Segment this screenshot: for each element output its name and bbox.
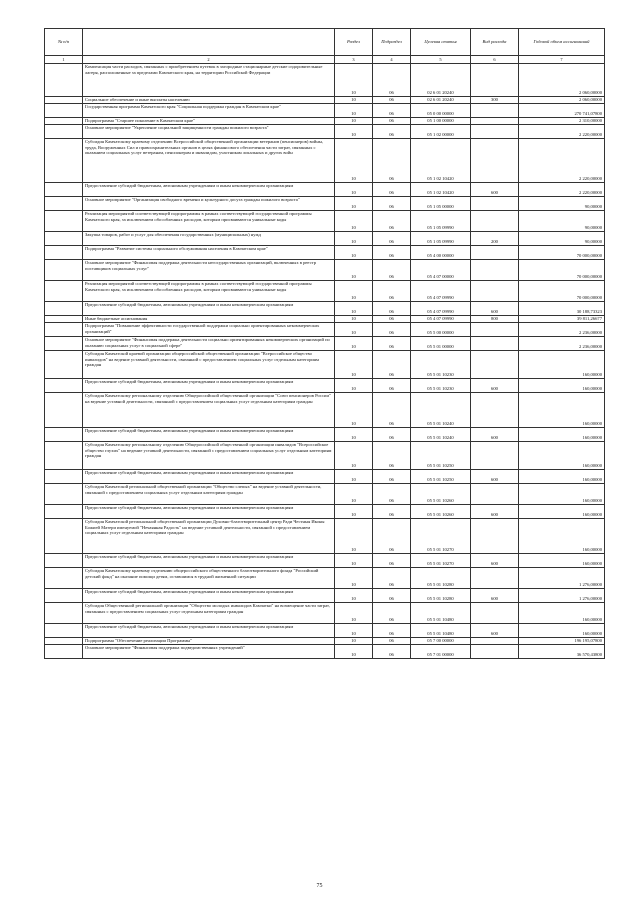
row-section: 10 bbox=[335, 118, 373, 125]
row-target-article: 05 5 01 10480 bbox=[411, 603, 471, 624]
row-number bbox=[45, 337, 83, 351]
row-amount: 160,00000 bbox=[519, 351, 605, 379]
row-target-article: 02 6 01 20240 bbox=[411, 97, 471, 104]
row-name: Предоставление субсидий бюджетным, автономным учреждениям и иным некоммерческим организациям bbox=[83, 379, 335, 393]
row-subsection: 06 bbox=[373, 519, 411, 554]
table-row bbox=[45, 139, 605, 183]
row-expense-type: 800 bbox=[471, 316, 519, 323]
row-amount: 90,00000 bbox=[519, 211, 605, 232]
row-section: 10 bbox=[335, 260, 373, 281]
row-target-article: 05 5 01 00000 bbox=[411, 337, 471, 351]
row-target-article: 05 0 00 00000 bbox=[411, 104, 471, 118]
row-number bbox=[45, 125, 83, 139]
row-target-article: 05 1 02 10420 bbox=[411, 139, 471, 183]
row-target-article: 05 5 01 10260 bbox=[411, 484, 471, 505]
row-subsection: 06 bbox=[373, 470, 411, 484]
row-subsection: 06 bbox=[373, 589, 411, 603]
row-section: 10 bbox=[335, 603, 373, 624]
row-number bbox=[45, 470, 83, 484]
row-name: Реализация мероприятий соответствующей подпрограммы в рамках соответствующей государственной программы Камчатского края, за исключением обособленных расходов, которым присваиваются уникальные коды bbox=[83, 211, 335, 232]
row-name: Предоставление субсидий бюджетным, автономным учреждениям и иным некоммерческим организациям bbox=[83, 505, 335, 519]
header-subsection: Подраздел bbox=[373, 29, 411, 56]
row-name: Реализация мероприятий соответствующей подпрограммы в рамках соответствующей государственной программы Камчатского края, за исключением обособленных расходов, которым присваиваются уникальные коды bbox=[83, 281, 335, 302]
row-subsection: 06 bbox=[373, 232, 411, 246]
row-number bbox=[45, 484, 83, 505]
table-row bbox=[45, 568, 605, 589]
row-section: 10 bbox=[335, 337, 373, 351]
row-amount: 30 188,73323 bbox=[519, 302, 605, 316]
table-row bbox=[45, 281, 605, 302]
row-target-article: 05 7 01 00000 bbox=[411, 645, 471, 659]
row-number bbox=[45, 554, 83, 568]
row-section: 10 bbox=[335, 97, 373, 104]
row-number bbox=[45, 232, 83, 246]
column-number: 4 bbox=[373, 56, 411, 64]
row-name: Основное мероприятие "Финансовая поддержка деятельности негосударственных организаций, включенных в реестр поставщиков социальных услуг" bbox=[83, 260, 335, 281]
row-section: 10 bbox=[335, 197, 373, 211]
row-number bbox=[45, 519, 83, 554]
header-target-article: Целевая статья bbox=[411, 29, 471, 56]
row-subsection: 06 bbox=[373, 393, 411, 428]
table-body bbox=[45, 64, 605, 659]
row-name: Предоставление субсидий бюджетным, автономным учреждениям и иным некоммерческим организациям bbox=[83, 470, 335, 484]
row-number bbox=[45, 197, 83, 211]
row-section: 10 bbox=[335, 554, 373, 568]
row-expense-type: 200 bbox=[471, 232, 519, 246]
row-target-article: 05 5 01 10280 bbox=[411, 589, 471, 603]
row-subsection: 06 bbox=[373, 554, 411, 568]
table-header-row bbox=[45, 29, 605, 56]
row-amount: 160,00000 bbox=[519, 484, 605, 505]
row-expense-type bbox=[471, 603, 519, 624]
row-expense-type bbox=[471, 260, 519, 281]
row-section: 10 bbox=[335, 645, 373, 659]
row-section: 10 bbox=[335, 125, 373, 139]
row-name: Подпрограмма "Старшее поколение в Камчатском крае" bbox=[83, 118, 335, 125]
row-subsection: 06 bbox=[373, 323, 411, 337]
table-row bbox=[45, 645, 605, 659]
table-row bbox=[45, 246, 605, 260]
row-name: Предоставление субсидий бюджетным, автономным учреждениям и иным некоммерческим организациям bbox=[83, 302, 335, 316]
row-section: 10 bbox=[335, 64, 373, 97]
row-name: Подпрограмма "Обеспечение реализации Программы" bbox=[83, 638, 335, 645]
row-section: 10 bbox=[335, 246, 373, 260]
row-expense-type bbox=[471, 337, 519, 351]
row-subsection: 06 bbox=[373, 337, 411, 351]
row-expense-type: 600 bbox=[471, 505, 519, 519]
row-number bbox=[45, 393, 83, 428]
row-target-article: 05 1 00 00000 bbox=[411, 118, 471, 125]
row-expense-type: 300 bbox=[471, 97, 519, 104]
row-amount: 2 236,00000 bbox=[519, 337, 605, 351]
row-number bbox=[45, 64, 83, 97]
row-amount: 160,00000 bbox=[519, 603, 605, 624]
row-name: Предоставление субсидий бюджетным, автономным учреждениям и иным некоммерческим организациям bbox=[83, 624, 335, 638]
row-target-article: 05 1 02 00000 bbox=[411, 125, 471, 139]
row-amount: 70 000,00000 bbox=[519, 260, 605, 281]
row-section: 10 bbox=[335, 379, 373, 393]
row-section: 10 bbox=[335, 624, 373, 638]
row-amount: 2 220,00000 bbox=[519, 125, 605, 139]
row-name: Субсидия Камчатской региональной общественной организации "Общество слепых" на ведение уставной деятельности, связанной с предоставлением социальных услуг отдельным категориям граждан bbox=[83, 484, 335, 505]
row-number bbox=[45, 302, 83, 316]
row-subsection: 06 bbox=[373, 428, 411, 442]
row-name: Субсидия Камчатскому региональному отделению Общероссийской общественной организации инвалидов "Всероссийское общество глухих" на ведение уставной деятельности, связанной с предоставлением социальных услуг отдельным категориям граждан bbox=[83, 442, 335, 470]
row-amount: 160,00000 bbox=[519, 442, 605, 470]
table-row bbox=[45, 302, 605, 316]
row-name: Государственная программа Камчатского края "Социальная поддержка граждан в Камчатском крае" bbox=[83, 104, 335, 118]
row-expense-type bbox=[471, 197, 519, 211]
row-amount: 70 000,00000 bbox=[519, 246, 605, 260]
table-row bbox=[45, 323, 605, 337]
row-name: Подпрограмма "Повышение эффективности государственной поддержки социально ориентированных некоммерческих организаций" bbox=[83, 323, 335, 337]
row-section: 10 bbox=[335, 428, 373, 442]
row-section: 10 bbox=[335, 568, 373, 589]
row-section: 10 bbox=[335, 589, 373, 603]
row-expense-type bbox=[471, 323, 519, 337]
table-row bbox=[45, 118, 605, 125]
row-amount: 39 811,26677 bbox=[519, 316, 605, 323]
row-subsection: 06 bbox=[373, 125, 411, 139]
row-section: 10 bbox=[335, 638, 373, 645]
row-number bbox=[45, 104, 83, 118]
row-expense-type bbox=[471, 139, 519, 183]
row-expense-type: 600 bbox=[471, 624, 519, 638]
header-name bbox=[83, 29, 335, 56]
row-target-article: 05 5 01 10270 bbox=[411, 554, 471, 568]
row-amount: 1 276,00000 bbox=[519, 568, 605, 589]
row-subsection: 06 bbox=[373, 302, 411, 316]
row-target-article: 05 5 01 10240 bbox=[411, 393, 471, 428]
header-section: Раздел bbox=[335, 29, 373, 56]
row-section: 10 bbox=[335, 139, 373, 183]
row-expense-type bbox=[471, 211, 519, 232]
row-section: 10 bbox=[335, 104, 373, 118]
column-number: 1 bbox=[45, 56, 83, 64]
row-expense-type: 600 bbox=[471, 302, 519, 316]
row-number bbox=[45, 568, 83, 589]
row-number bbox=[45, 624, 83, 638]
row-number bbox=[45, 281, 83, 302]
row-name: Субсидия Камчатскому краевому отделению общероссийского общественного благотворительного фонда "Российский детский фонд" на оказание помощи детям, оставшимся в трудной жизненной ситуации bbox=[83, 568, 335, 589]
row-amount: 160,00000 bbox=[519, 379, 605, 393]
row-subsection: 06 bbox=[373, 603, 411, 624]
row-expense-type bbox=[471, 568, 519, 589]
page-number: 75 bbox=[316, 883, 323, 889]
row-section: 10 bbox=[335, 393, 373, 428]
row-section: 10 bbox=[335, 505, 373, 519]
table-row bbox=[45, 211, 605, 232]
row-expense-type bbox=[471, 118, 519, 125]
row-target-article: 05 5 01 10280 bbox=[411, 568, 471, 589]
table-row bbox=[45, 428, 605, 442]
row-target-article: 05 5 01 10230 bbox=[411, 351, 471, 379]
row-section: 10 bbox=[335, 302, 373, 316]
row-amount: 270 741,07800 bbox=[519, 104, 605, 118]
table-row bbox=[45, 337, 605, 351]
row-target-article: 05 5 01 10250 bbox=[411, 470, 471, 484]
row-amount: 2 310,00000 bbox=[519, 118, 605, 125]
row-expense-type bbox=[471, 351, 519, 379]
row-target-article: 05 5 01 10270 bbox=[411, 519, 471, 554]
row-amount: 90,00000 bbox=[519, 232, 605, 246]
row-number bbox=[45, 428, 83, 442]
table-row bbox=[45, 624, 605, 638]
row-name: Социальное обеспечение и иные выплаты населению bbox=[83, 97, 335, 104]
row-target-article: 05 1 05 09990 bbox=[411, 232, 471, 246]
row-expense-type: 600 bbox=[471, 379, 519, 393]
row-target-article: 05 4 07 00000 bbox=[411, 260, 471, 281]
row-section: 10 bbox=[335, 484, 373, 505]
row-number bbox=[45, 211, 83, 232]
table-row bbox=[45, 589, 605, 603]
row-subsection: 06 bbox=[373, 638, 411, 645]
row-target-article: 05 5 01 10260 bbox=[411, 505, 471, 519]
table-row bbox=[45, 351, 605, 379]
row-number bbox=[45, 260, 83, 281]
row-amount: 2 060,00000 bbox=[519, 64, 605, 97]
table-row bbox=[45, 442, 605, 470]
table-row bbox=[45, 316, 605, 323]
row-amount: 160,00000 bbox=[519, 470, 605, 484]
row-target-article: 05 1 05 09990 bbox=[411, 211, 471, 232]
row-subsection: 06 bbox=[373, 484, 411, 505]
row-name: Основное мероприятие "Укрепление социальной защищенности граждан пожилого возраста" bbox=[83, 125, 335, 139]
row-amount: 160,00000 bbox=[519, 624, 605, 638]
row-number bbox=[45, 118, 83, 125]
row-subsection: 06 bbox=[373, 568, 411, 589]
table-row bbox=[45, 554, 605, 568]
row-section: 10 bbox=[335, 323, 373, 337]
table-row bbox=[45, 505, 605, 519]
row-target-article: 02 6 01 20240 bbox=[411, 64, 471, 97]
row-name: Предоставление субсидий бюджетным, автономным учреждениям и иным некоммерческим организациям bbox=[83, 589, 335, 603]
row-subsection: 06 bbox=[373, 260, 411, 281]
row-subsection: 06 bbox=[373, 211, 411, 232]
row-subsection: 06 bbox=[373, 183, 411, 197]
row-subsection: 06 bbox=[373, 104, 411, 118]
row-expense-type bbox=[471, 442, 519, 470]
row-expense-type bbox=[471, 104, 519, 118]
row-number bbox=[45, 316, 83, 323]
row-subsection: 06 bbox=[373, 97, 411, 104]
row-target-article: 05 4 07 09990 bbox=[411, 281, 471, 302]
table-row bbox=[45, 379, 605, 393]
row-amount: 70 000,00000 bbox=[519, 281, 605, 302]
row-amount: 160,00000 bbox=[519, 393, 605, 428]
row-name: Субсидия Камчатской краевой организации общероссийской общественной организации "Всероссийское общество инвалидов" на ведение уставной деятельности, связанной с предоставлением социальных услуг отдельным категориям граждан bbox=[83, 351, 335, 379]
header-num: № п/п bbox=[45, 29, 83, 56]
row-name: Предоставление субсидий бюджетным, автономным учреждениям и иным некоммерческим организациям bbox=[83, 183, 335, 197]
row-expense-type: 600 bbox=[471, 554, 519, 568]
row-subsection: 06 bbox=[373, 246, 411, 260]
row-subsection: 06 bbox=[373, 645, 411, 659]
row-expense-type bbox=[471, 281, 519, 302]
row-target-article: 05 5 01 10230 bbox=[411, 379, 471, 393]
row-amount: 90,00000 bbox=[519, 197, 605, 211]
row-name: Субсидия Общественной региональной организации "Общество молодых инвалидов Камчатки" на возмещение части затрат, связанных с предоставлением социальных услуг отдельным категориям граждан bbox=[83, 603, 335, 624]
row-target-article: 05 5 01 10480 bbox=[411, 624, 471, 638]
row-target-article: 05 7 00 00000 bbox=[411, 638, 471, 645]
row-subsection: 06 bbox=[373, 351, 411, 379]
table-row bbox=[45, 393, 605, 428]
row-name: Субсидия Камчатскому региональному отделению Общероссийской общественной организации "Союз пенсионеров России" на ведение уставной деятельности, связанной с предоставлением социальных услуг отдельным категориям граждан bbox=[83, 393, 335, 428]
row-section: 10 bbox=[335, 316, 373, 323]
row-expense-type bbox=[471, 638, 519, 645]
row-amount: 160,00000 bbox=[519, 428, 605, 442]
table-row bbox=[45, 232, 605, 246]
column-number: 5 bbox=[411, 56, 471, 64]
row-name: Иные бюджетные ассигнования bbox=[83, 316, 335, 323]
table-row bbox=[45, 484, 605, 505]
row-number bbox=[45, 246, 83, 260]
row-number bbox=[45, 638, 83, 645]
row-number bbox=[45, 589, 83, 603]
row-amount: 2 220,00000 bbox=[519, 139, 605, 183]
table-row bbox=[45, 519, 605, 554]
row-expense-type: 600 bbox=[471, 589, 519, 603]
row-expense-type bbox=[471, 125, 519, 139]
budget-allocation-table bbox=[44, 28, 605, 659]
table-row bbox=[45, 603, 605, 624]
row-name: Субсидия Камчатскому краевому отделению Всероссийской общественной организации ветеранов (пенсионеров) войны, труда, Вооруженных Сил и правоохранительных органов в целях финансового обеспечения части затрат, связанных с оказанием социальных услуг ветеранам, пенсионерам и инвалидам, участникам локальных и других войн bbox=[83, 139, 335, 183]
row-subsection: 06 bbox=[373, 442, 411, 470]
row-name: Предоставление субсидий бюджетным, автономным учреждениям и иным некоммерческим организациям bbox=[83, 428, 335, 442]
row-expense-type: 600 bbox=[471, 428, 519, 442]
row-name: Основное мероприятие "Финансовая поддержка подведомственных учреждений" bbox=[83, 645, 335, 659]
table-row bbox=[45, 197, 605, 211]
row-expense-type bbox=[471, 484, 519, 505]
row-section: 10 bbox=[335, 470, 373, 484]
column-number: 3 bbox=[335, 56, 373, 64]
table-row bbox=[45, 125, 605, 139]
row-expense-type: 600 bbox=[471, 183, 519, 197]
row-amount: 1 276,00000 bbox=[519, 589, 605, 603]
row-expense-type bbox=[471, 645, 519, 659]
table-row bbox=[45, 470, 605, 484]
row-amount: 36 570,43800 bbox=[519, 645, 605, 659]
row-number bbox=[45, 603, 83, 624]
row-number bbox=[45, 505, 83, 519]
row-section: 10 bbox=[335, 281, 373, 302]
row-target-article: 05 5 01 10240 bbox=[411, 428, 471, 442]
row-subsection: 06 bbox=[373, 64, 411, 97]
row-amount: 2 236,00000 bbox=[519, 323, 605, 337]
row-amount: 196 195,07800 bbox=[519, 638, 605, 645]
row-subsection: 06 bbox=[373, 118, 411, 125]
row-expense-type bbox=[471, 64, 519, 97]
row-name: Основное мероприятие "Организация свободного времени и культурного досуга граждан пожилого возраста" bbox=[83, 197, 335, 211]
row-amount: 2 060,00000 bbox=[519, 97, 605, 104]
row-name: Субсидия Камчатской региональной общественной организации Духовно-благотворительный центр Ради Честныя Иконы Божией Матери именуемой "Нечаянная Радость" на ведение уставной деятельности, связанной с предоставлением социальных услуг отдельным категориям граждан bbox=[83, 519, 335, 554]
row-section: 10 bbox=[335, 519, 373, 554]
row-section: 10 bbox=[335, 351, 373, 379]
budget-table-sheet bbox=[44, 28, 604, 659]
table-row bbox=[45, 64, 605, 97]
row-expense-type bbox=[471, 393, 519, 428]
row-target-article: 05 4 07 09990 bbox=[411, 302, 471, 316]
row-number bbox=[45, 351, 83, 379]
row-expense-type bbox=[471, 246, 519, 260]
row-amount: 160,00000 bbox=[519, 519, 605, 554]
row-section: 10 bbox=[335, 442, 373, 470]
row-subsection: 06 bbox=[373, 281, 411, 302]
row-target-article: 05 5 00 00000 bbox=[411, 323, 471, 337]
column-number: 6 bbox=[471, 56, 519, 64]
header-expense-type: Вид расхода bbox=[471, 29, 519, 56]
row-name: Подпрограмма "Развитие системы социального обслуживания населения в Камчатском крае" bbox=[83, 246, 335, 260]
header-annual-amount: Годовой объем ассигнований bbox=[519, 29, 605, 56]
row-number bbox=[45, 323, 83, 337]
row-name: Компенсация части расходов, связанных с приобретением путевок в загородные стационарные детские оздоровительные лагеря, расположенные за пределами Камчатского края, на территории Российской Федерации bbox=[83, 64, 335, 97]
row-expense-type bbox=[471, 519, 519, 554]
row-section: 10 bbox=[335, 211, 373, 232]
row-amount: 2 220,00000 bbox=[519, 183, 605, 197]
row-number bbox=[45, 442, 83, 470]
row-section: 10 bbox=[335, 183, 373, 197]
table-row bbox=[45, 97, 605, 104]
row-number bbox=[45, 379, 83, 393]
row-number bbox=[45, 645, 83, 659]
row-subsection: 06 bbox=[373, 379, 411, 393]
row-subsection: 06 bbox=[373, 505, 411, 519]
row-expense-type: 600 bbox=[471, 470, 519, 484]
table-row bbox=[45, 183, 605, 197]
row-target-article: 05 1 02 10420 bbox=[411, 183, 471, 197]
row-number bbox=[45, 183, 83, 197]
row-subsection: 06 bbox=[373, 624, 411, 638]
row-subsection: 06 bbox=[373, 316, 411, 323]
row-subsection: 06 bbox=[373, 139, 411, 183]
row-amount: 160,00000 bbox=[519, 554, 605, 568]
row-number bbox=[45, 139, 83, 183]
row-section: 10 bbox=[335, 232, 373, 246]
row-target-article: 05 4 00 00000 bbox=[411, 246, 471, 260]
column-number: 7 bbox=[519, 56, 605, 64]
row-target-article: 05 5 01 10250 bbox=[411, 442, 471, 470]
table-row bbox=[45, 104, 605, 118]
row-amount: 160,00000 bbox=[519, 505, 605, 519]
row-number bbox=[45, 97, 83, 104]
column-number-row bbox=[45, 56, 605, 64]
row-name: Закупка товаров, работ и услуг для обеспечения государственных (муниципальных) нужд bbox=[83, 232, 335, 246]
row-target-article: 05 4 07 09990 bbox=[411, 316, 471, 323]
row-target-article: 05 1 05 00000 bbox=[411, 197, 471, 211]
column-number: 2 bbox=[83, 56, 335, 64]
table-row bbox=[45, 638, 605, 645]
row-subsection: 06 bbox=[373, 197, 411, 211]
row-name: Предоставление субсидий бюджетным, автономным учреждениям и иным некоммерческим организациям bbox=[83, 554, 335, 568]
table-row bbox=[45, 260, 605, 281]
row-name: Основное мероприятие "Финансовая поддержка деятельности социально ориентированных некоммерческих организаций по оказанию социальных услуг в социальной сфере" bbox=[83, 337, 335, 351]
